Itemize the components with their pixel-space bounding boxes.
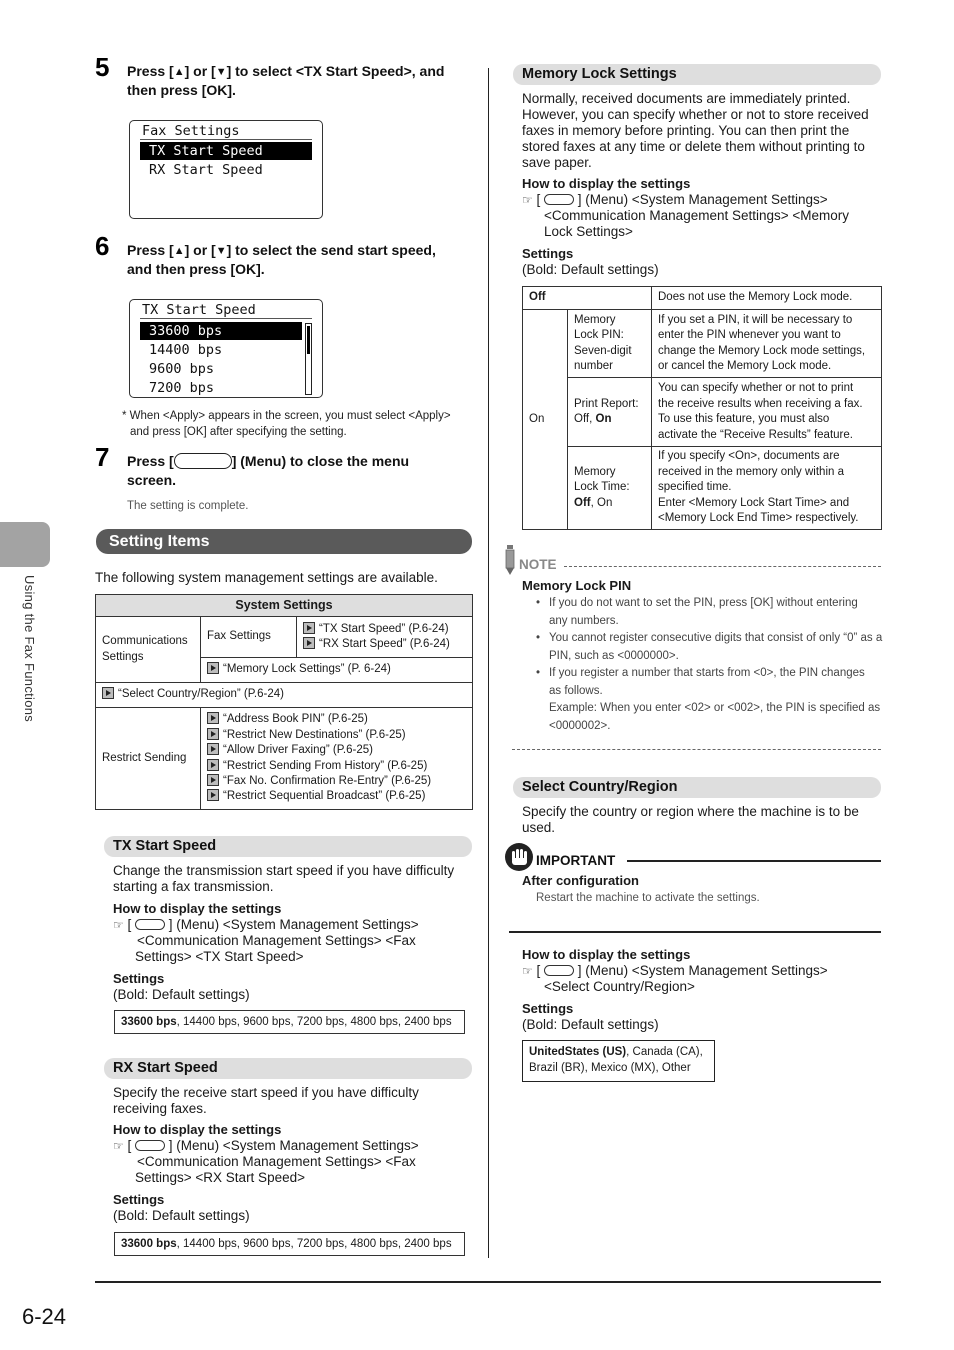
down-arrow-icon: ▼ <box>215 245 227 257</box>
ref-select-country[interactable]: “Select Country/Region” (P.6-24) <box>96 683 473 708</box>
hand-pointer-icon: ☞ <box>113 1139 124 1153</box>
lcd-row[interactable]: RX Start Speed <box>149 162 263 178</box>
page-ref-icon <box>207 759 219 771</box>
ref-item[interactable]: “Restrict Sending From History” (P.6-25) <box>207 759 466 774</box>
country-header: Select Country/Region <box>513 777 881 798</box>
important-bottom-divider <box>509 931 881 933</box>
table-header: System Settings <box>96 595 473 617</box>
memlock-off-desc: Does not use the Memory Lock mode. <box>652 287 882 310</box>
important-label: IMPORTANT <box>536 853 616 868</box>
memlock-menu-path: ☞ [ ] (Menu) <System Management Settings> <Communication Management Settings> <Memory Lock Settings> <box>522 192 850 239</box>
after-config-text: Restart the machine to activate the settings. <box>536 892 760 904</box>
memlock-report-label: Print Report: Off, On <box>568 378 652 447</box>
country-how-label: How to display the settings <box>522 947 691 962</box>
note-top-divider <box>564 566 881 567</box>
ref-item[interactable]: “Restrict Sequential Broadcast” (P.6-25) <box>207 789 466 804</box>
page-ref-icon <box>207 728 219 740</box>
country-bold-note: (Bold: Default settings) <box>522 1017 659 1032</box>
up-arrow-icon: ▲ <box>173 66 185 78</box>
step-7-result: The setting is complete. <box>127 500 249 512</box>
ref-item[interactable]: “Restrict New Destinations” (P.6-25) <box>207 728 466 743</box>
tx-start-speed-header: TX Start Speed <box>104 836 472 857</box>
setting-items-header: Setting Items <box>96 529 472 554</box>
tx-bold-note: (Bold: Default settings) <box>113 987 250 1002</box>
apply-note: * When <Apply> appears in the screen, you must select <Apply> and press [OK] after specifying the setting. <box>122 410 451 438</box>
note-bullet: • You cannot register consecutive digits that consist of only “0” as a PIN, such as <0000000>. <box>522 630 884 665</box>
hand-stop-icon <box>504 842 534 872</box>
footer-rule <box>95 1281 881 1283</box>
lcd-scroll-thumb[interactable] <box>307 326 310 354</box>
memlock-time-desc: If you specify <On>, documents are received in the memory only within a specified time. Enter <Memory Lock Start Time> and <Memory Lock End Time> respectively. <box>652 447 882 530</box>
page-ref-icon <box>303 637 315 649</box>
memory-lock-desc: Normally, received documents are immediately printed. However, you can specify whether or not to store received faxes in memory before printing. You can then print the stored faxes at any time or delete them without printing to save paper. <box>522 91 869 170</box>
country-desc: Specify the country or region where the machine is to be used. <box>522 804 859 835</box>
step-5-text: Press [▲] or [▼] to select <TX Start Speed>, and then press [OK]. <box>127 63 445 98</box>
memlock-on-label: On <box>523 310 568 530</box>
country-menu-path: ☞ [ ] (Menu) <System Management Settings> <Select Country/Region> <box>522 963 828 994</box>
lcd-row[interactable]: 14400 bps <box>149 342 223 358</box>
country-settings-label: Settings <box>522 1001 574 1016</box>
hand-pointer-icon: ☞ <box>522 964 533 978</box>
chapter-tab-label: Using the Fax Functions <box>22 575 37 723</box>
page-ref-icon <box>207 774 219 786</box>
step-6-text: Press [▲] or [▼] to select the send start speed, and then press [OK]. <box>127 242 436 277</box>
chapter-tab <box>0 522 50 567</box>
after-config-label: After configuration <box>522 873 639 888</box>
lcd-title: Fax Settings <box>140 123 312 140</box>
tx-menu-path: ☞ [ ] (Menu) <System Management Settings> <Communication Management Settings> <Fax Settings> <TX Start Speed> <box>113 917 419 964</box>
note-title: Memory Lock PIN <box>522 578 632 593</box>
restrict-sending-refs <box>201 708 473 810</box>
rx-start-speed-header: RX Start Speed <box>104 1058 472 1079</box>
memory-lock-table <box>522 286 882 530</box>
page-ref-icon <box>207 662 219 674</box>
memlock-pin-desc: If you set a PIN, it will be necessary to enter the PIN whenever you want to change the Memory Lock mode settings, or cancel the Memory Lock mode. <box>652 310 882 378</box>
step-6-number: 6 <box>95 231 110 261</box>
column-divider <box>488 68 489 1258</box>
rx-options-box: 33600 bps, 14400 bps, 9600 bps, 7200 bps, 4800 bps, 2400 bps <box>114 1232 465 1256</box>
tx-start-speed-desc: Change the transmission start speed if you have difficulty starting a fax transmission. <box>113 863 455 894</box>
ref-tx-start-speed[interactable]: “TX Start Speed” (P.6-24) <box>303 622 466 638</box>
comm-settings-label: Communications Settings <box>96 617 201 683</box>
ref-item[interactable]: “Fax No. Confirmation Re-Entry” (P.6-25) <box>207 774 466 789</box>
page-ref-icon <box>102 687 114 699</box>
memlock-time-label: Memory Lock Time: Off, On <box>568 447 652 530</box>
hand-pointer-icon: ☞ <box>113 918 124 932</box>
menu-key-icon <box>544 194 574 205</box>
lcd-row-selected[interactable]: 33600 bps <box>140 322 302 340</box>
menu-key-icon <box>174 453 232 469</box>
menu-key-icon <box>135 1140 165 1151</box>
memlock-report-desc: You can specify whether or not to print the receive results when receiving a fax. To use this feature, you must also activate the “Receive Results” feature. <box>652 378 882 447</box>
tx-how-label: How to display the settings <box>113 901 282 916</box>
menu-key-icon <box>135 919 165 930</box>
note-bottom-divider <box>512 749 881 750</box>
rx-bold-note: (Bold: Default settings) <box>113 1208 250 1223</box>
memlock-how-label: How to display the settings <box>522 176 691 191</box>
lcd-tx-start-speed <box>129 299 323 398</box>
ref-item[interactable]: “Allow Driver Faxing” (P.6-25) <box>207 743 466 758</box>
page-number: 6-24 <box>22 1304 67 1329</box>
memlock-bold-note: (Bold: Default settings) <box>522 262 659 277</box>
country-options-box: UnitedStates (US), Canada (CA), Brazil (BR), Mexico (MX), Other <box>522 1040 715 1082</box>
ref-item[interactable]: “Address Book PIN” (P.6-25) <box>207 712 466 727</box>
up-arrow-icon: ▲ <box>173 245 185 257</box>
important-divider <box>627 860 881 862</box>
memlock-off-label: Off <box>523 287 652 310</box>
restrict-sending-label: Restrict Sending <box>96 708 201 810</box>
menu-key-icon <box>544 965 574 976</box>
page-ref-icon <box>207 712 219 724</box>
note-bullet: • If you register a number that starts from <0>, the PIN changes as follows. Example: When you enter <02> or <002>, the PIN is specified as <0000002>. <box>522 665 884 735</box>
memory-lock-header: Memory Lock Settings <box>513 64 881 85</box>
lcd-fax-settings <box>129 120 323 219</box>
pencil-note-icon <box>503 545 517 575</box>
lcd-row-selected[interactable]: TX Start Speed <box>140 142 312 160</box>
lcd-scrollbar[interactable] <box>305 323 312 395</box>
ref-rx-start-speed[interactable]: “RX Start Speed” (P.6-24) <box>303 637 466 653</box>
memlock-settings-label: Settings <box>522 246 574 261</box>
fax-settings-refs <box>297 617 473 658</box>
lcd-title: TX Start Speed <box>140 302 312 319</box>
rx-how-label: How to display the settings <box>113 1122 282 1137</box>
memlock-pin-label: Memory Lock PIN: Seven-digit number <box>568 310 652 378</box>
note-bullet: • If you do not want to set the PIN, press [OK] without entering any numbers. <box>522 595 884 630</box>
note-bullets <box>522 595 884 735</box>
page-ref-icon <box>303 622 315 634</box>
rx-start-speed-desc: Specify the receive start speed if you have difficulty receiving faxes. <box>113 1085 419 1116</box>
ref-memory-lock[interactable]: “Memory Lock Settings” (P. 6-24) <box>201 658 473 683</box>
step-7-number: 7 <box>95 442 110 472</box>
note-label: NOTE <box>519 557 557 572</box>
system-settings-table <box>95 594 473 810</box>
rx-menu-path: ☞ [ ] (Menu) <System Management Settings> <Communication Management Settings> <Fax Settings> <RX Start Speed> <box>113 1138 419 1185</box>
hand-pointer-icon: ☞ <box>522 193 533 207</box>
down-arrow-icon: ▼ <box>215 66 227 78</box>
lcd-row[interactable]: 7200 bps <box>149 380 215 396</box>
step-5-number: 5 <box>95 52 110 82</box>
tx-settings-label: Settings <box>113 971 165 986</box>
step-7-text: Press [ ] (Menu) to close the menu screen. <box>127 453 410 488</box>
page-ref-icon <box>207 789 219 801</box>
fax-settings-label: Fax Settings <box>201 617 297 658</box>
page-ref-icon <box>207 743 219 755</box>
lcd-row[interactable]: 9600 bps <box>149 361 215 377</box>
tx-options-box: 33600 bps, 14400 bps, 9600 bps, 7200 bps, 4800 bps, 2400 bps <box>114 1010 465 1034</box>
setting-items-intro: The following system management settings are available. <box>95 570 438 585</box>
rx-settings-label: Settings <box>113 1192 165 1207</box>
